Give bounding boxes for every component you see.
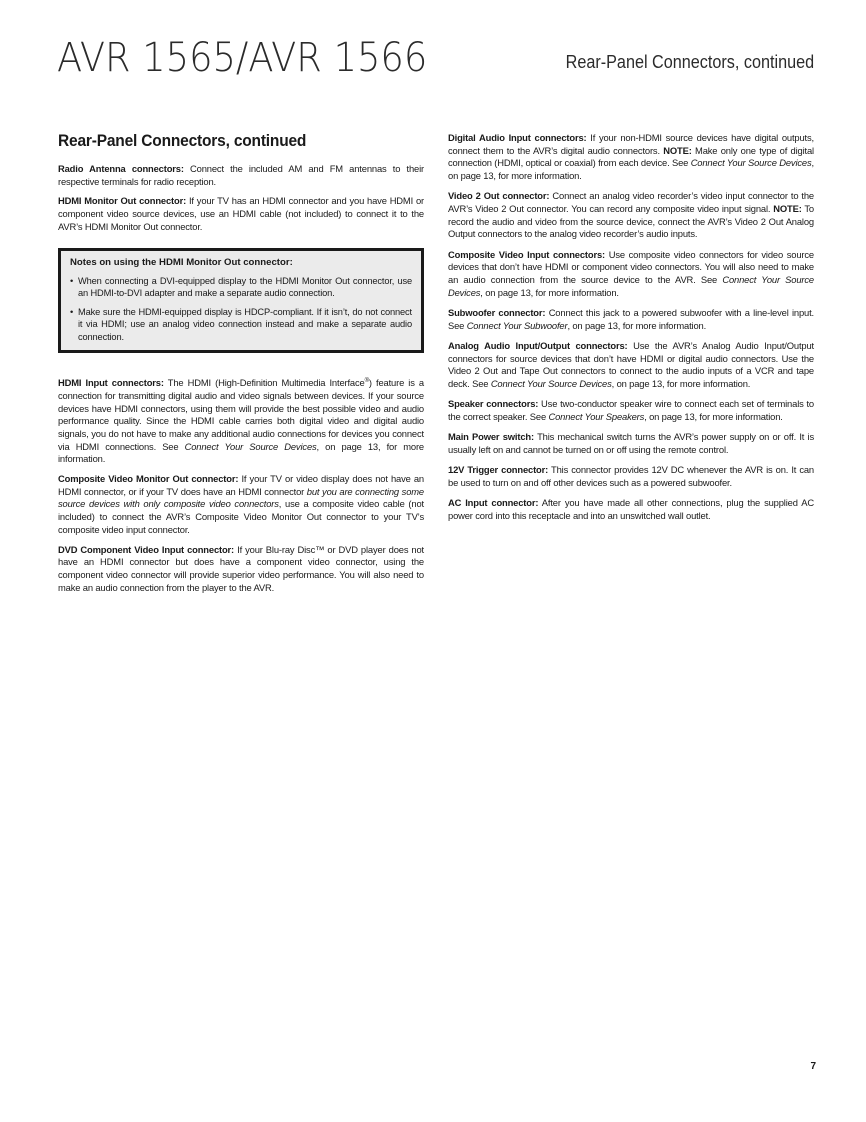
dvd-component-term: DVD Component Video Input connector: (58, 543, 235, 555)
trigger-12v-term: 12V Trigger connector: (448, 463, 549, 475)
notes-box (58, 248, 424, 354)
subwoofer-entry (448, 307, 814, 332)
hdmi-input-text-end: , on page 13, for more information. (58, 440, 424, 465)
header-section-title: Rear-Panel Connectors, continued (565, 52, 814, 72)
analog-audio-text-end: , on page 13, for more information. (611, 377, 751, 389)
ac-input-entry (448, 497, 814, 522)
speaker-ref: Connect Your Speakers (548, 410, 645, 422)
left-column (58, 132, 424, 601)
digital-audio-input-entry (448, 132, 814, 183)
composite-input-term: Composite Video Input connectors: (448, 248, 605, 260)
main-power-entry (448, 431, 814, 456)
video2-out-term: Video 2 Out connector: (448, 190, 550, 202)
hdmi-input-ref: Connect Your Source Devices (184, 440, 317, 452)
composite-monitor-out-text-end: , use a composite video cable (not included) to connect the AVR’s Composite Video Monitor Out connector to your TV’s composite video input connector. (58, 498, 424, 535)
ac-input-text: After you have made all other connections, plug the supplied AC power cord into this receptacle and into an unswitched wall outlet. (448, 496, 814, 521)
digital-audio-input-text-mid: Make only one type of digital connection (HDMI, optical or coaxial) from each device. See (448, 144, 814, 169)
hdmi-monitor-out-term: HDMI Monitor Out connector: (58, 195, 187, 207)
hdmi-input-term: HDMI Input connectors: (58, 377, 164, 389)
composite-input-ref: Connect Your Source Devices (448, 274, 814, 298)
page-number: 7 (810, 1061, 816, 1072)
model-title: AVR 1565/AVR 1566 (57, 35, 428, 81)
analog-audio-ref: Connect Your Source Devices (490, 377, 612, 389)
hdmi-input-entry (58, 375, 424, 466)
note-item-text: Make sure the HDMI-equipped display is HDCP-compliant. If it isn’t, do not connect it via HDMI; use an analog video connection instead and make a separate audio connection. (78, 306, 412, 342)
radio-antenna-entry (58, 163, 424, 188)
digital-audio-input-term: Digital Audio Input connectors: (448, 132, 587, 143)
video2-out-text-end: To record the audio and video from the source device, connect the AVR’s Video 2 Out Analog Output connectors to the analog video recorder’s audio inputs. (448, 203, 814, 240)
composite-monitor-out-entry (58, 473, 424, 537)
digital-audio-input-ref: Connect Your Source Devices (690, 157, 812, 169)
analog-audio-entry (448, 340, 814, 391)
hdmi-monitor-out-entry (58, 195, 424, 233)
radio-antenna-text: Connect the included AM and FM antennas to their respective terminals for radio reception. (58, 163, 424, 187)
trigger-12v-entry (448, 464, 814, 489)
main-power-term: Main Power switch: (448, 431, 534, 443)
dvd-component-text: If your Blu-ray Disc™ or DVD player does not have an HDMI connector but does have a component video connector, using the component video connector will provide superior video performance. You will also need to make an audio connection from the player to the AVR. (58, 543, 425, 593)
radio-antenna-term: Radio Antenna connectors: (58, 163, 184, 174)
ac-input-term: AC Input connector: (448, 496, 539, 508)
composite-monitor-out-term: Composite Video Monitor Out connector: (58, 473, 239, 485)
composite-input-text-end: , on page 13, for more information. (480, 286, 619, 298)
right-column (448, 132, 814, 530)
section-heading: Rear-Panel Connectors, continued (58, 132, 307, 150)
trigger-12v-text: This connector provides 12V DC whenever the AVR is on. It can be used to turn on and off other devices such as a powered subwoofer. (448, 463, 814, 488)
speaker-term: Speaker connectors: (448, 398, 539, 410)
note-item-text: When connecting a DVI-equipped display to the HDMI Monitor Out connector, use an HDMI-to-DVI adapter and make a separate audio connection. (78, 275, 412, 299)
subwoofer-ref: Connect Your Subwoofer (466, 319, 568, 331)
subwoofer-text-end: , on page 13, for more information. (567, 319, 707, 331)
digital-audio-input-text-end: , on page 13, for more information. (448, 157, 815, 182)
speaker-text-end: , on page 13, for more information. (644, 410, 783, 422)
subwoofer-term: Subwoofer connector: (448, 306, 546, 318)
video2-out-entry (448, 190, 814, 241)
digital-audio-input-text: If your non-HDMI source devices have digital outputs, connect them to the AVR’s digital audio connectors. (448, 132, 814, 156)
hdmi-monitor-out-text: If your TV has an HDMI connector and you have HDMI or component video source devices, use an HDMI cable (not included) to connect it to the AVR’s HDMI Monitor Out connector. (58, 195, 424, 232)
registered-mark: ® (364, 378, 369, 385)
main-power-text: This mechanical switch turns the AVR’s power supply on or off. It is usually left on and cannot be turned on or off using the remote control. (448, 431, 814, 455)
hdmi-input-text-2: ) feature is a connection for transmitting digital audio and video signals between devices. If your source devices have HDMI connectors, using them will provide the best possible video and audio performance quality. Since the HDMI cable carries both digital video and digital audio signals, you do not have to make any additional audio connections for devices you connect via HDMI connections. See (58, 377, 424, 452)
analog-audio-text: Use the AVR’s Analog Audio Input/Output connectors for source devices that don’t have HDMI or digital audio connectors. Use the Video 2 Out and Tape Out connectors to connect to the audio inputs of a VCR and tape deck. See (448, 339, 815, 389)
hdmi-input-text: The HDMI (High-Definition Multimedia Interface (163, 377, 365, 389)
note-label: NOTE: (773, 203, 802, 215)
note-item (70, 306, 412, 344)
dvd-component-entry (58, 544, 424, 595)
composite-input-entry (448, 249, 814, 300)
bullet: • (70, 275, 74, 286)
analog-audio-term: Analog Audio Input/Output connectors: (448, 339, 628, 351)
composite-input-text: Use composite video connectors for video source devices that don’t have HDMI or component video connectors. You will also need to make an audio connection from the source device to the AVR. See (448, 248, 814, 286)
video2-out-text: Connect an analog video recorder’s video input connector to the AVR’s Video 2 Out connector. You can record any composite video input signal. (448, 190, 814, 215)
note-label: NOTE: (663, 144, 692, 156)
composite-monitor-out-text: If your TV or video display does not have an HDMI connector, or if your TV does have an HDMI connector (58, 473, 424, 497)
composite-monitor-out-italic: but you are connecting some source devices with only composite video connectors (58, 485, 424, 510)
subwoofer-text: Connect this jack to a powered subwoofer with a line-level input. See (448, 306, 814, 331)
bullet: • (70, 306, 74, 317)
speaker-entry (448, 398, 814, 423)
note-item (70, 275, 412, 300)
notes-title: Notes on using the HDMI Monitor Out connector: (70, 256, 293, 268)
speaker-text: Use two-conductor speaker wire to connect each set of terminals to the correct speaker. See (448, 398, 814, 422)
